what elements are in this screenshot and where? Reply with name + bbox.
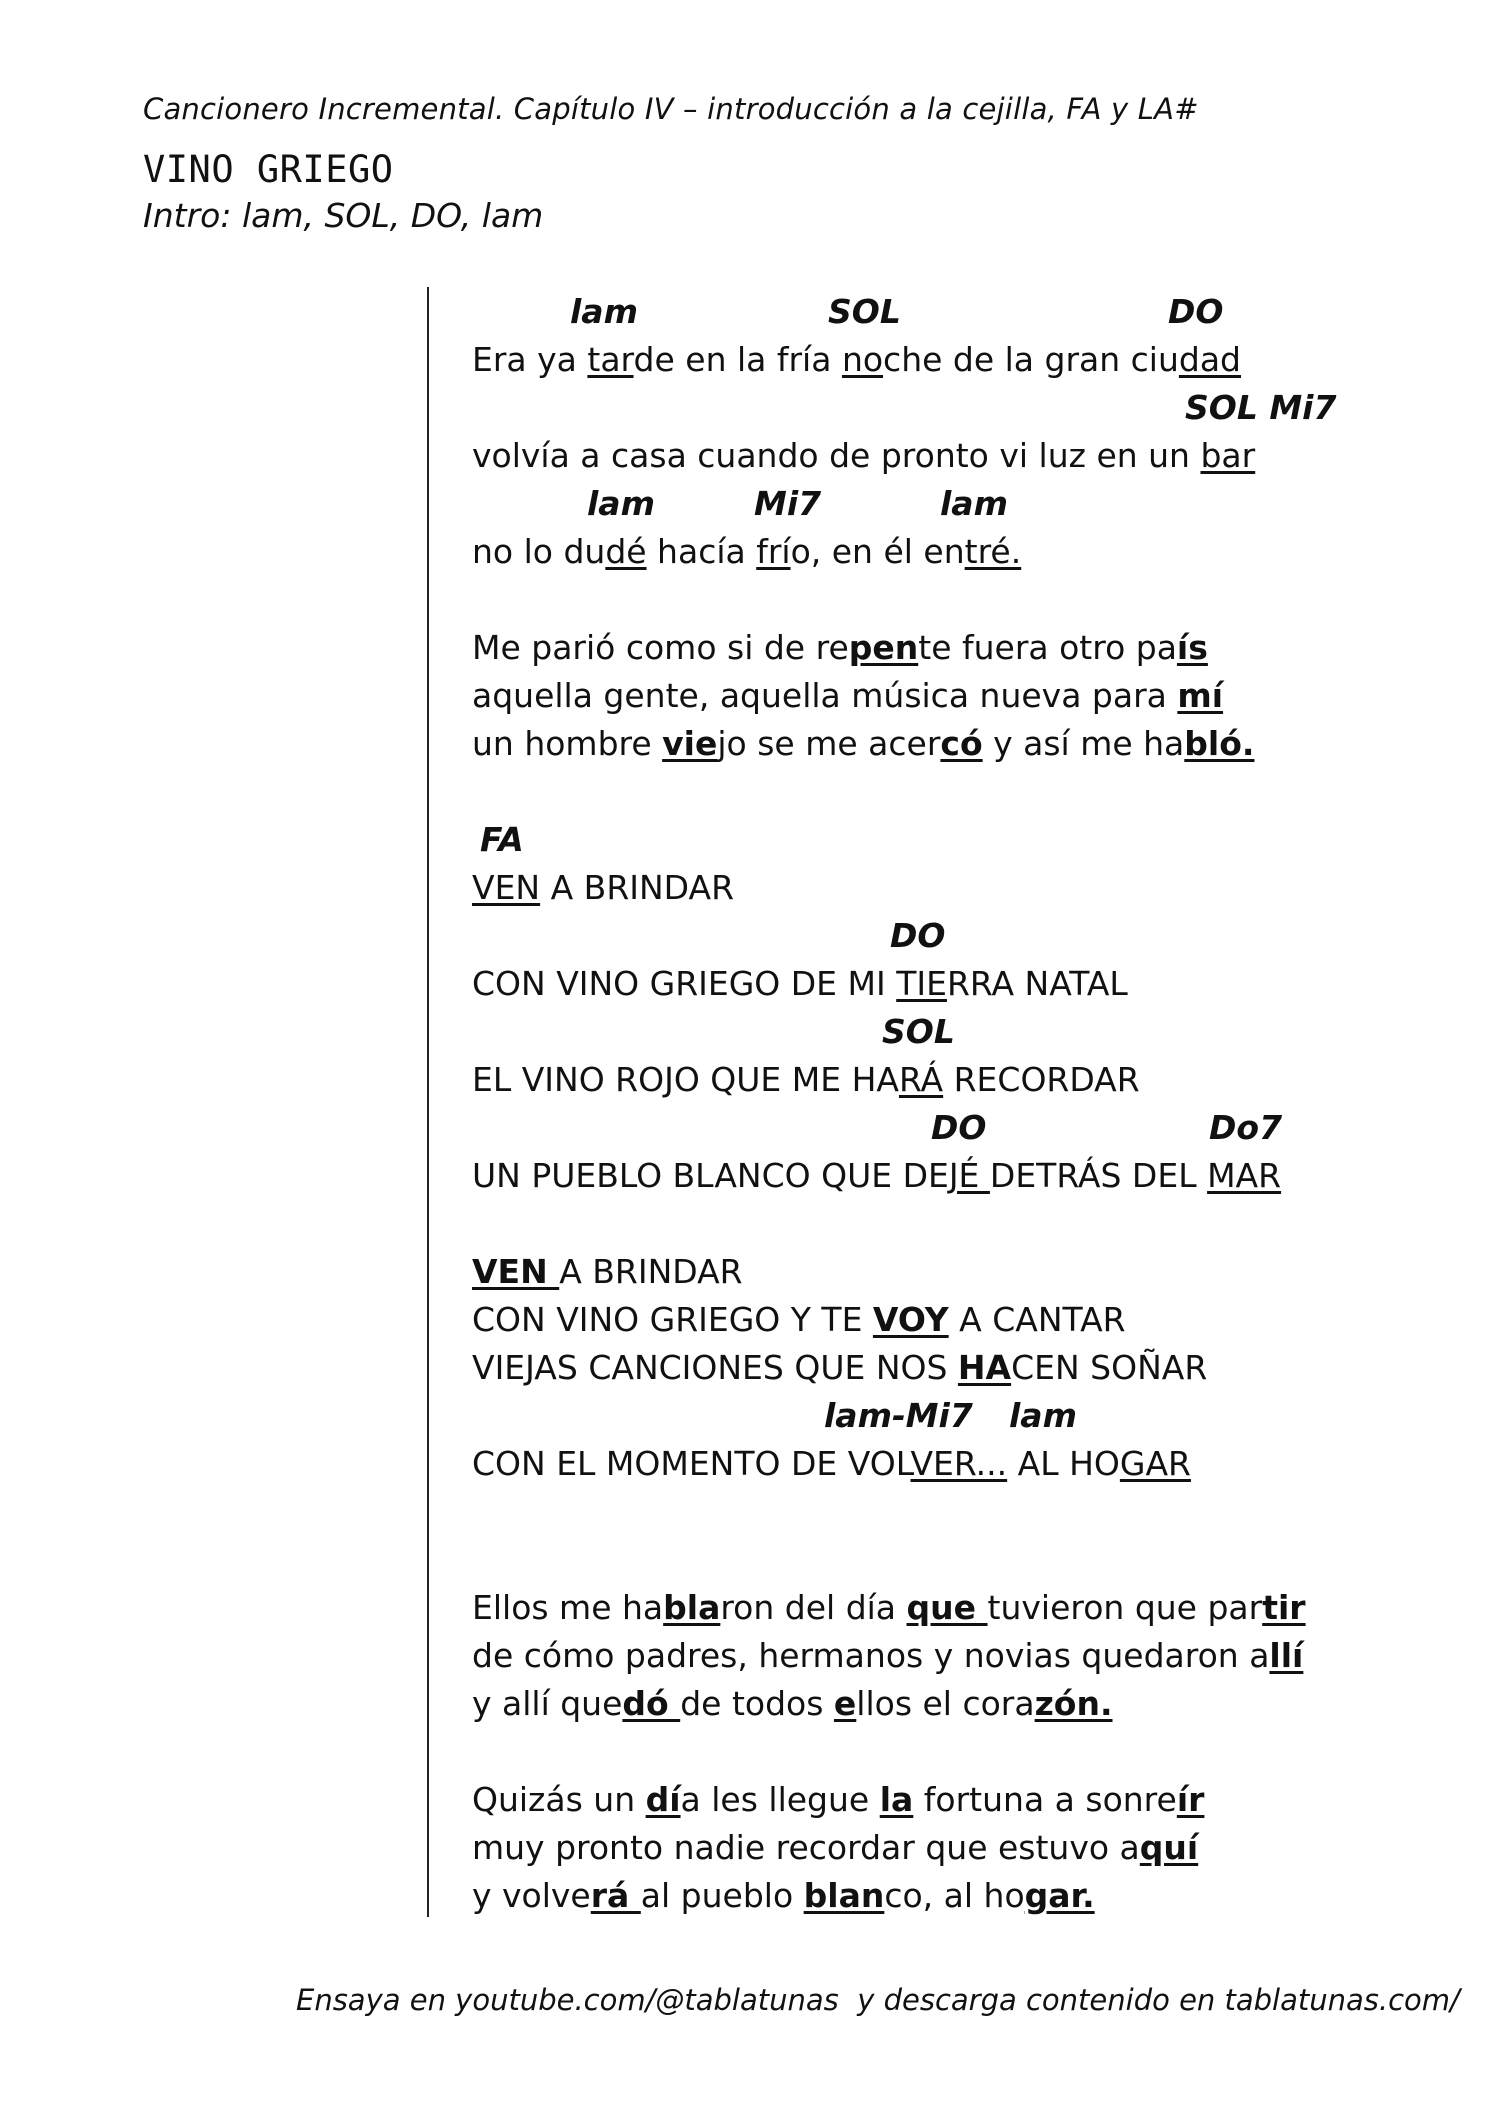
lyric-line (472, 1824, 1412, 1872)
stressed-syllable: HA (957, 1348, 1012, 1387)
lyric-text: un hombre (472, 724, 663, 763)
lyric-line (472, 1344, 1412, 1392)
lyric-text: a les llegue (680, 1780, 880, 1819)
lyric-text: o, en él en (790, 532, 965, 571)
lyric-text: de todos (680, 1684, 834, 1723)
stressed-syllable: GAR (1119, 1444, 1191, 1483)
lyric-line (472, 624, 1412, 672)
lyric-text: fortuna a sonre (913, 1780, 1177, 1819)
stressed-syllable: vie (662, 724, 718, 763)
song-sheet (472, 288, 1412, 1920)
chord-name: SOL Mi7 (1185, 388, 1337, 427)
lyric-line (472, 864, 1412, 912)
lyric-text: llos el cora (856, 1684, 1035, 1723)
stressed-syllable: frí (756, 532, 791, 571)
stressed-syllable: rá (590, 1876, 641, 1915)
lyric-text: VIEJAS CANCIONES QUE NOS (472, 1348, 958, 1387)
chord-name: Mi7 (754, 484, 822, 523)
lyric-text: Me parió como si de re (472, 628, 849, 667)
blank-line (472, 1200, 1412, 1248)
lyric-line (472, 672, 1412, 720)
stressed-syllable: TIE (896, 964, 947, 1003)
lyric-text: y así me ha (982, 724, 1185, 763)
footer-note: Ensaya en youtube.com/@tablatunas y descarga contenido en tablatunas.com/ (296, 1983, 1460, 2017)
stressed-syllable: blan (803, 1876, 885, 1915)
stressed-syllable: e (833, 1684, 857, 1723)
chord-line (472, 912, 1412, 960)
lyric-text: RRA NATAL (946, 964, 1128, 1003)
lyric-line (472, 1680, 1412, 1728)
lyric-text: jo se me acer (717, 724, 941, 763)
stressed-syllable: bar (1200, 436, 1256, 475)
lyric-text: aquella gente, aquella música nueva para (472, 676, 1178, 715)
stressed-syllable: JÉ (948, 1156, 990, 1195)
chapter-caption: Cancionero Incremental. Capítulo IV – introducción a la cejilla, FA y LA# (143, 92, 1199, 126)
chord-name: lam-Mi7 (824, 1396, 973, 1435)
lyric-text: EL VINO ROJO QUE ME HA (472, 1060, 899, 1099)
blank-line (472, 1728, 1412, 1776)
stressed-syllable: VEN (472, 868, 541, 907)
stressed-syllable: la (879, 1780, 914, 1819)
stressed-syllable: dí (645, 1780, 681, 1819)
stressed-syllable: mí (1177, 676, 1224, 715)
lyric-text: de en la fría (633, 340, 842, 379)
lyric-text: muy pronto nadie recordar que estuvo a (472, 1828, 1140, 1867)
chord-name: lam (940, 484, 1008, 523)
lyric-line (472, 720, 1412, 768)
lyric-text: Ellos me ha (472, 1588, 664, 1627)
stressed-syllable: MAR (1207, 1156, 1282, 1195)
lyric-line (472, 1440, 1412, 1488)
stressed-syllable: RÁ (898, 1060, 944, 1099)
margin-rule (427, 287, 429, 1917)
lyric-text: CEN SOÑAR (1011, 1348, 1208, 1387)
chord-name: lam (1009, 1396, 1077, 1435)
stressed-syllable: tré. (964, 532, 1022, 571)
chord-name: lam (570, 292, 638, 331)
lyric-text: CON VINO GRIEGO DE MI (472, 964, 897, 1003)
chord-line (472, 288, 1412, 336)
lyric-text: AL HO (1007, 1444, 1120, 1483)
chord-line (472, 384, 1412, 432)
blank-line (472, 1536, 1412, 1584)
lyric-text: te fuera otro pa (918, 628, 1177, 667)
stressed-syllable: no (841, 340, 884, 379)
stressed-syllable: dó (622, 1684, 681, 1723)
stressed-syllable: que (906, 1588, 988, 1627)
chord-line (472, 1392, 1412, 1440)
intro-chords: Intro: lam, SOL, DO, lam (143, 196, 544, 235)
lyric-text: y volve (472, 1876, 591, 1915)
lyric-text: volvía a casa cuando de pronto vi luz en un (472, 436, 1201, 475)
stressed-syllable: gar. (1024, 1876, 1095, 1915)
lyric-text: CON EL MOMENTO DE VOL (472, 1444, 911, 1483)
lyric-line (472, 1152, 1412, 1200)
lyric-text: hacía (646, 532, 757, 571)
chord-line (472, 480, 1412, 528)
blank-line (472, 768, 1412, 816)
chord-name: SOL (828, 292, 901, 331)
lyric-line (472, 1632, 1412, 1680)
lyric-text: A BRINDAR (540, 868, 734, 907)
chord-name: DO (1168, 292, 1224, 331)
stressed-syllable: tir (1262, 1588, 1306, 1627)
chord-name: FA (480, 820, 524, 859)
lyric-line (472, 528, 1412, 576)
lyric-text: A CANTAR (948, 1300, 1126, 1339)
lyric-text: no lo du (472, 532, 606, 571)
lyric-line (472, 1296, 1412, 1344)
chord-name: DO (890, 916, 946, 955)
stressed-syllable: dé (605, 532, 647, 571)
stressed-syllable: VER... (910, 1444, 1008, 1483)
lyric-text: co, al ho (884, 1876, 1025, 1915)
chord-name: SOL (882, 1012, 955, 1051)
lyric-text: CON VINO GRIEGO Y TE (472, 1300, 873, 1339)
stressed-syllable: ís (1176, 628, 1208, 667)
lyric-line (472, 1872, 1412, 1920)
lyric-text: DETRÁS DEL (989, 1156, 1208, 1195)
chord-line (472, 1104, 1412, 1152)
stressed-syllable: tar (587, 340, 634, 379)
stressed-syllable: có (940, 724, 983, 763)
lyric-line (472, 1056, 1412, 1104)
lyric-line (472, 432, 1412, 480)
stressed-syllable: zón. (1034, 1684, 1113, 1723)
chord-name: lam (587, 484, 655, 523)
stressed-syllable: pen (848, 628, 919, 667)
stressed-syllable: ír (1176, 1780, 1205, 1819)
chord-name: DO (931, 1108, 987, 1147)
chord-name: Do7 (1209, 1108, 1283, 1147)
lyric-text: A BRINDAR (559, 1252, 743, 1291)
lyric-text: al pueblo (640, 1876, 804, 1915)
lyric-line (472, 336, 1412, 384)
stressed-syllable: VOY (872, 1300, 949, 1339)
lyric-line (472, 1776, 1412, 1824)
lyric-line (472, 1248, 1412, 1296)
blank-line (472, 1488, 1412, 1536)
lyric-text: Quizás un (472, 1780, 646, 1819)
stressed-syllable: bló. (1184, 724, 1255, 763)
lyric-text: ron del día (720, 1588, 907, 1627)
lyric-text: de cómo padres, hermanos y novias quedaron a (472, 1636, 1270, 1675)
lyric-text: tuvieron que par (987, 1588, 1263, 1627)
song-title: VINO GRIEGO (143, 148, 394, 191)
stressed-syllable: VEN (472, 1252, 560, 1291)
lyric-text: RECORDAR (943, 1060, 1140, 1099)
lyric-text: che de la gran ciu (883, 340, 1179, 379)
lyric-text: Era ya (472, 340, 588, 379)
chord-line (472, 816, 1412, 864)
lyric-text: y allí que (472, 1684, 623, 1723)
stressed-syllable: bla (663, 1588, 721, 1627)
stressed-syllable: dad (1178, 340, 1242, 379)
lyric-line (472, 960, 1412, 1008)
stressed-syllable: quí (1139, 1828, 1199, 1867)
blank-line (472, 576, 1412, 624)
lyric-text: UN PUEBLO BLANCO QUE DE (472, 1156, 949, 1195)
chord-line (472, 1008, 1412, 1056)
stressed-syllable: llí (1269, 1636, 1304, 1675)
lyric-line (472, 1584, 1412, 1632)
